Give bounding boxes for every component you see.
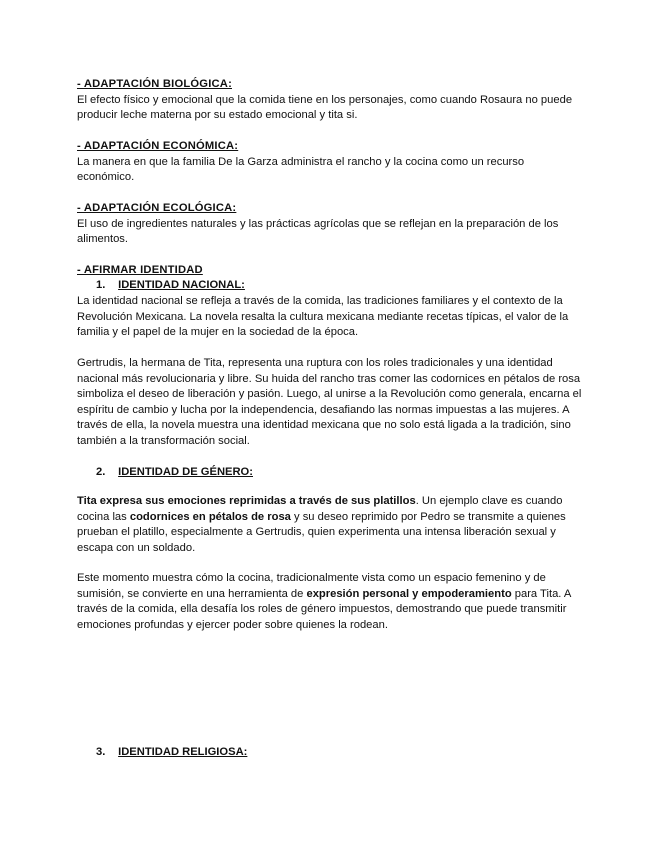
section-identidad-nacional-gertrudis bbox=[77, 356, 582, 450]
text-run: . Un ejemplo clave es cuando cocina las bbox=[77, 495, 563, 523]
list-number: 2. bbox=[96, 466, 106, 478]
bold-text: codornices en pétalos de rosa bbox=[129, 510, 291, 523]
section-identidad-genero-cocina bbox=[77, 571, 582, 633]
section-afirmar-identidad bbox=[77, 263, 582, 279]
text-run: Este momento muestra cómo la cocina, tradicionalmente vista como un espacio femenino y de sumisión, se convierte en una herramienta de bbox=[77, 572, 546, 600]
numbered-heading-title: IDENTIDAD RELIGIOSA: bbox=[118, 746, 248, 758]
section-adaptacion-ecologica bbox=[77, 201, 582, 248]
section-adaptacion-economica bbox=[77, 139, 582, 186]
section-heading: - ADAPTACIÓN BIOLÓGICA: bbox=[77, 78, 232, 90]
bold-text: expresión personal y empoderamiento bbox=[306, 587, 512, 600]
section-identidad-genero bbox=[77, 494, 582, 556]
text-run: y su deseo reprimido por Pedro se transmite a quienes prueban el platillo, especialmente a Gertrudis, quien experimenta una intensa liberación sexual y escapa con un soldado. bbox=[77, 510, 566, 554]
paragraph: Gertrudis, la hermana de Tita, representa una ruptura con los roles tradicionales y una identidad nacional más revolucionaria y libre. Su huida del rancho tras comer las codornices en pétalos de rosa simboliza el deseo de liberación y pasión. Luego, al unirse a la Revolución como generala, encarna el espíritu de cambio y lucha por la independencia, desafiando las normas impuestas a las mujeres. A través de ella, la novela muestra una identidad mexicana que no solo está ligada a la tradición, sino también a la transformación social. bbox=[77, 357, 582, 447]
text-run: para Tita. A través de la comida, ella desafía los roles de género impuestos, demostrando que puede transmitir emociones profundas y ejercer poder sobre quienes la rodean. bbox=[77, 587, 571, 631]
section-text: El uso de ingredientes naturales y las prácticas agrícolas que se reflejan en la preparación de los alimentos. bbox=[77, 217, 559, 246]
numbered-heading-title: IDENTIDAD NACIONAL: bbox=[118, 279, 245, 291]
section-heading: - ADAPTACIÓN ECONÓMICA: bbox=[77, 140, 239, 152]
paragraph bbox=[77, 571, 582, 633]
numbered-heading-genero bbox=[96, 465, 253, 481]
list-number: 1. bbox=[96, 279, 106, 291]
section-heading: - ADAPTACIÓN ECOLÓGICA: bbox=[77, 202, 237, 214]
paragraph bbox=[77, 494, 582, 556]
paragraph: La identidad nacional se refleja a través de la comida, las tradiciones familiares y el contexto de la Revolución Mexicana. La novela resalta la cultura mexicana mediante recetas típicas, el valor de la familia y el papel de la mujer en la sociedad de la época. bbox=[77, 295, 569, 339]
bold-text: Tita expresa sus emociones reprimidas a través de sus platillos bbox=[77, 495, 416, 507]
numbered-heading-nacional bbox=[96, 278, 245, 294]
list-number: 3. bbox=[96, 746, 106, 758]
section-text: El efecto físico y emocional que la comida tiene en los personajes, como cuando Rosaura no puede producir leche materna por su estado emocional y tita si. bbox=[77, 93, 573, 122]
section-identidad-nacional bbox=[77, 294, 582, 341]
numbered-heading-title: IDENTIDAD DE GÉNERO: bbox=[118, 466, 253, 478]
section-adaptacion-biologica bbox=[77, 77, 582, 124]
numbered-heading-religiosa bbox=[96, 745, 247, 761]
section-heading: - AFIRMAR IDENTIDAD bbox=[77, 264, 203, 276]
section-text: La manera en que la familia De la Garza administra el rancho y la cocina como un recurso económico. bbox=[77, 155, 525, 184]
